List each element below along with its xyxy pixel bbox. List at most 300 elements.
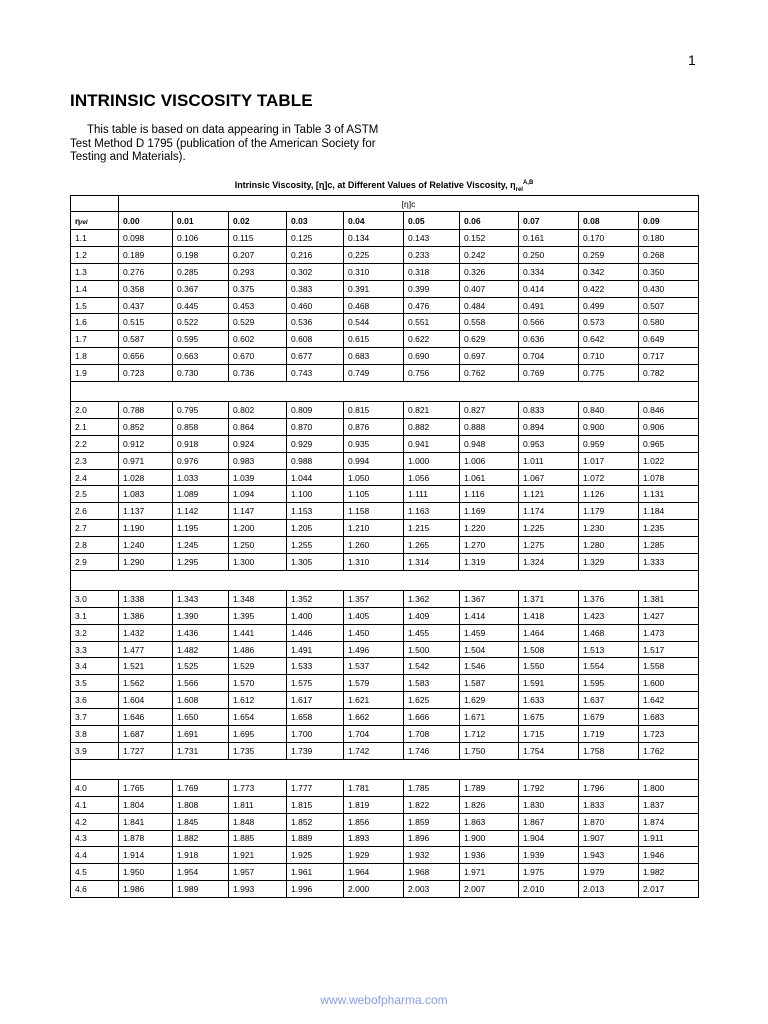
eta-rel-value: 1.2 bbox=[71, 246, 119, 263]
viscosity-value: 0.723 bbox=[119, 365, 173, 382]
viscosity-value: 1.932 bbox=[404, 847, 460, 864]
viscosity-value: 1.067 bbox=[519, 469, 579, 486]
viscosity-value: 0.573 bbox=[579, 314, 639, 331]
table-row bbox=[71, 246, 699, 263]
viscosity-value: 1.482 bbox=[173, 641, 229, 658]
viscosity-value: 1.314 bbox=[404, 554, 460, 571]
column-header: 0.08 bbox=[579, 212, 639, 230]
eta-rel-value: 3.0 bbox=[71, 590, 119, 607]
viscosity-value: 1.964 bbox=[344, 864, 404, 881]
viscosity-value: 0.358 bbox=[119, 280, 173, 297]
viscosity-value: 0.864 bbox=[229, 418, 287, 435]
viscosity-value: 1.295 bbox=[173, 554, 229, 571]
viscosity-value: 1.800 bbox=[639, 779, 699, 796]
viscosity-value: 1.739 bbox=[287, 742, 344, 759]
viscosity-value: 1.946 bbox=[639, 847, 699, 864]
viscosity-value: 1.712 bbox=[460, 726, 519, 743]
viscosity-value: 1.830 bbox=[519, 796, 579, 813]
table-row bbox=[71, 537, 699, 554]
viscosity-value: 1.477 bbox=[119, 641, 173, 658]
viscosity-value: 1.566 bbox=[173, 675, 229, 692]
page-number: 1 bbox=[688, 52, 696, 68]
viscosity-value: 0.953 bbox=[519, 435, 579, 452]
viscosity-value: 1.205 bbox=[287, 520, 344, 537]
viscosity-value: 0.334 bbox=[519, 263, 579, 280]
viscosity-value: 1.126 bbox=[579, 486, 639, 503]
viscosity-value: 0.730 bbox=[173, 365, 229, 382]
viscosity-value: 0.782 bbox=[639, 365, 699, 382]
table-row bbox=[71, 692, 699, 709]
viscosity-value: 1.826 bbox=[460, 796, 519, 813]
viscosity-value: 0.484 bbox=[460, 297, 519, 314]
table-row bbox=[71, 658, 699, 675]
viscosity-value: 1.604 bbox=[119, 692, 173, 709]
viscosity-value: 1.979 bbox=[579, 864, 639, 881]
viscosity-value: 1.621 bbox=[344, 692, 404, 709]
viscosity-value: 1.808 bbox=[173, 796, 229, 813]
viscosity-value: 1.562 bbox=[119, 675, 173, 692]
viscosity-value: 0.882 bbox=[404, 418, 460, 435]
eta-rel-subscript: rel bbox=[80, 219, 88, 226]
viscosity-value: 1.558 bbox=[639, 658, 699, 675]
viscosity-value: 1.011 bbox=[519, 452, 579, 469]
eta-rel-value: 1.7 bbox=[71, 331, 119, 348]
viscosity-value: 0.250 bbox=[519, 246, 579, 263]
viscosity-value: 0.293 bbox=[229, 263, 287, 280]
viscosity-value: 1.679 bbox=[579, 709, 639, 726]
viscosity-value: 1.376 bbox=[579, 590, 639, 607]
table-row bbox=[71, 452, 699, 469]
viscosity-value: 1.746 bbox=[404, 742, 460, 759]
viscosity-value: 0.965 bbox=[639, 435, 699, 452]
viscosity-value: 0.507 bbox=[639, 297, 699, 314]
table-caption-subscript: rel bbox=[515, 186, 523, 193]
intrinsic-viscosity-span-header: [η]c bbox=[119, 196, 699, 212]
viscosity-value: 0.491 bbox=[519, 297, 579, 314]
viscosity-value: 1.169 bbox=[460, 503, 519, 520]
viscosity-value: 0.629 bbox=[460, 331, 519, 348]
table-group-separator bbox=[71, 570, 699, 590]
viscosity-value: 1.455 bbox=[404, 624, 460, 641]
viscosity-value: 0.566 bbox=[519, 314, 579, 331]
viscosity-value: 0.622 bbox=[404, 331, 460, 348]
viscosity-value: 2.000 bbox=[344, 881, 404, 898]
viscosity-value: 1.646 bbox=[119, 709, 173, 726]
viscosity-value: 1.275 bbox=[519, 537, 579, 554]
viscosity-value: 1.870 bbox=[579, 813, 639, 830]
table-row bbox=[71, 590, 699, 607]
column-header: 0.09 bbox=[639, 212, 699, 230]
viscosity-value: 1.200 bbox=[229, 520, 287, 537]
viscosity-value: 1.957 bbox=[229, 864, 287, 881]
viscosity-value: 0.161 bbox=[519, 230, 579, 247]
eta-rel-value: 3.9 bbox=[71, 742, 119, 759]
viscosity-value: 1.654 bbox=[229, 709, 287, 726]
viscosity-value: 1.612 bbox=[229, 692, 287, 709]
viscosity-value: 1.785 bbox=[404, 779, 460, 796]
viscosity-value: 1.260 bbox=[344, 537, 404, 554]
footer-website-link[interactable]: www.webofpharma.com bbox=[320, 993, 448, 1007]
viscosity-value: 1.174 bbox=[519, 503, 579, 520]
viscosity-value: 0.683 bbox=[344, 348, 404, 365]
viscosity-value: 1.225 bbox=[519, 520, 579, 537]
viscosity-value: 0.736 bbox=[229, 365, 287, 382]
viscosity-value: 1.147 bbox=[229, 503, 287, 520]
viscosity-value: 1.137 bbox=[119, 503, 173, 520]
viscosity-value: 0.445 bbox=[173, 297, 229, 314]
viscosity-value: 1.409 bbox=[404, 607, 460, 624]
viscosity-value: 0.948 bbox=[460, 435, 519, 452]
viscosity-value: 1.491 bbox=[287, 641, 344, 658]
viscosity-value: 1.078 bbox=[639, 469, 699, 486]
viscosity-value: 0.959 bbox=[579, 435, 639, 452]
eta-rel-value: 3.1 bbox=[71, 607, 119, 624]
viscosity-value: 1.142 bbox=[173, 503, 229, 520]
viscosity-value: 1.184 bbox=[639, 503, 699, 520]
viscosity-value: 1.939 bbox=[519, 847, 579, 864]
viscosity-value: 1.235 bbox=[639, 520, 699, 537]
viscosity-value: 0.134 bbox=[344, 230, 404, 247]
viscosity-value: 1.666 bbox=[404, 709, 460, 726]
table-row bbox=[71, 847, 699, 864]
viscosity-value: 0.522 bbox=[173, 314, 229, 331]
viscosity-value: 0.318 bbox=[404, 263, 460, 280]
empty-separator-cell bbox=[71, 570, 699, 590]
eta-rel-value: 3.2 bbox=[71, 624, 119, 641]
viscosity-value: 1.637 bbox=[579, 692, 639, 709]
viscosity-value: 0.846 bbox=[639, 402, 699, 419]
viscosity-value: 1.352 bbox=[287, 590, 344, 607]
viscosity-value: 1.811 bbox=[229, 796, 287, 813]
viscosity-value: 1.735 bbox=[229, 742, 287, 759]
table-row bbox=[71, 742, 699, 759]
viscosity-value: 1.950 bbox=[119, 864, 173, 881]
viscosity-value: 0.717 bbox=[639, 348, 699, 365]
table-row bbox=[71, 864, 699, 881]
viscosity-value: 0.888 bbox=[460, 418, 519, 435]
eta-rel-value: 2.3 bbox=[71, 452, 119, 469]
viscosity-value: 0.259 bbox=[579, 246, 639, 263]
viscosity-value: 1.758 bbox=[579, 742, 639, 759]
viscosity-value: 1.039 bbox=[229, 469, 287, 486]
viscosity-value: 1.943 bbox=[579, 847, 639, 864]
table-row bbox=[71, 230, 699, 247]
table-row bbox=[71, 331, 699, 348]
viscosity-value: 1.815 bbox=[287, 796, 344, 813]
viscosity-value: 1.925 bbox=[287, 847, 344, 864]
viscosity-value: 1.542 bbox=[404, 658, 460, 675]
viscosity-value: 0.656 bbox=[119, 348, 173, 365]
table-row bbox=[71, 520, 699, 537]
eta-rel-value: 2.6 bbox=[71, 503, 119, 520]
viscosity-value: 1.867 bbox=[519, 813, 579, 830]
viscosity-value: 1.100 bbox=[287, 486, 344, 503]
viscosity-value: 1.600 bbox=[639, 675, 699, 692]
table-row bbox=[71, 881, 699, 898]
viscosity-value: 1.310 bbox=[344, 554, 404, 571]
table-column-header-row bbox=[71, 212, 699, 230]
table-row bbox=[71, 365, 699, 382]
viscosity-value: 0.414 bbox=[519, 280, 579, 297]
intro-paragraph: This table is based on data appearing in Table 3 of ASTM Test Method D 1795 (publication of the American Society for Testing and Materials). bbox=[70, 124, 379, 163]
viscosity-value: 1.662 bbox=[344, 709, 404, 726]
eta-rel-value: 4.5 bbox=[71, 864, 119, 881]
table-caption-text: Intrinsic Viscosity, [η]c, at Different Values of Relative Viscosity, η bbox=[234, 180, 516, 190]
viscosity-value: 1.986 bbox=[119, 881, 173, 898]
viscosity-value: 1.525 bbox=[173, 658, 229, 675]
table-row bbox=[71, 402, 699, 419]
empty-separator-cell bbox=[71, 759, 699, 779]
viscosity-value: 0.649 bbox=[639, 331, 699, 348]
viscosity-value: 0.769 bbox=[519, 365, 579, 382]
viscosity-value: 1.362 bbox=[404, 590, 460, 607]
viscosity-value: 0.976 bbox=[173, 452, 229, 469]
eta-rel-value: 2.7 bbox=[71, 520, 119, 537]
viscosity-value: 1.629 bbox=[460, 692, 519, 709]
viscosity-value: 1.700 bbox=[287, 726, 344, 743]
viscosity-value: 0.098 bbox=[119, 230, 173, 247]
table-row bbox=[71, 435, 699, 452]
viscosity-value: 0.536 bbox=[287, 314, 344, 331]
table-corner-cell bbox=[71, 196, 119, 212]
viscosity-value: 0.852 bbox=[119, 418, 173, 435]
viscosity-value: 0.788 bbox=[119, 402, 173, 419]
viscosity-value: 1.929 bbox=[344, 847, 404, 864]
viscosity-value: 1.280 bbox=[579, 537, 639, 554]
viscosity-value: 0.367 bbox=[173, 280, 229, 297]
viscosity-value: 1.441 bbox=[229, 624, 287, 641]
viscosity-value: 1.436 bbox=[173, 624, 229, 641]
viscosity-value: 1.633 bbox=[519, 692, 579, 709]
table-row bbox=[71, 348, 699, 365]
viscosity-value: 0.170 bbox=[579, 230, 639, 247]
viscosity-value: 1.300 bbox=[229, 554, 287, 571]
viscosity-value: 1.575 bbox=[287, 675, 344, 692]
table-row bbox=[71, 314, 699, 331]
viscosity-value: 1.044 bbox=[287, 469, 344, 486]
table-group-separator bbox=[71, 382, 699, 402]
viscosity-value: 1.017 bbox=[579, 452, 639, 469]
viscosity-value: 1.022 bbox=[639, 452, 699, 469]
viscosity-value: 1.789 bbox=[460, 779, 519, 796]
viscosity-value: 1.792 bbox=[519, 779, 579, 796]
eta-rel-value: 4.0 bbox=[71, 779, 119, 796]
viscosity-value: 1.056 bbox=[404, 469, 460, 486]
eta-rel-value: 4.2 bbox=[71, 813, 119, 830]
viscosity-value: 1.083 bbox=[119, 486, 173, 503]
table-row bbox=[71, 418, 699, 435]
eta-rel-value: 4.1 bbox=[71, 796, 119, 813]
table-row bbox=[71, 830, 699, 847]
table-row bbox=[71, 726, 699, 743]
viscosity-value: 1.723 bbox=[639, 726, 699, 743]
table-row bbox=[71, 469, 699, 486]
viscosity-value: 0.840 bbox=[579, 402, 639, 419]
viscosity-value: 0.690 bbox=[404, 348, 460, 365]
eta-rel-value: 1.3 bbox=[71, 263, 119, 280]
eta-rel-header bbox=[71, 212, 119, 230]
viscosity-value: 1.989 bbox=[173, 881, 229, 898]
viscosity-value: 1.163 bbox=[404, 503, 460, 520]
viscosity-value: 0.115 bbox=[229, 230, 287, 247]
viscosity-value: 0.906 bbox=[639, 418, 699, 435]
table-caption bbox=[70, 180, 698, 193]
viscosity-value: 1.715 bbox=[519, 726, 579, 743]
eta-rel-value: 2.0 bbox=[71, 402, 119, 419]
viscosity-value: 0.207 bbox=[229, 246, 287, 263]
viscosity-value: 0.180 bbox=[639, 230, 699, 247]
viscosity-value: 1.333 bbox=[639, 554, 699, 571]
viscosity-value: 0.663 bbox=[173, 348, 229, 365]
viscosity-value: 0.935 bbox=[344, 435, 404, 452]
viscosity-value: 1.570 bbox=[229, 675, 287, 692]
viscosity-value: 0.407 bbox=[460, 280, 519, 297]
viscosity-value: 0.858 bbox=[173, 418, 229, 435]
table-row bbox=[71, 263, 699, 280]
viscosity-value: 1.961 bbox=[287, 864, 344, 881]
table-row bbox=[71, 503, 699, 520]
table-group-separator bbox=[71, 759, 699, 779]
viscosity-value: 1.675 bbox=[519, 709, 579, 726]
column-header: 0.07 bbox=[519, 212, 579, 230]
viscosity-value: 1.642 bbox=[639, 692, 699, 709]
column-header: 0.03 bbox=[287, 212, 344, 230]
viscosity-value: 1.796 bbox=[579, 779, 639, 796]
column-header: 0.06 bbox=[460, 212, 519, 230]
viscosity-value: 1.658 bbox=[287, 709, 344, 726]
viscosity-value: 0.924 bbox=[229, 435, 287, 452]
eta-rel-value: 3.7 bbox=[71, 709, 119, 726]
viscosity-value: 0.642 bbox=[579, 331, 639, 348]
viscosity-value: 1.381 bbox=[639, 590, 699, 607]
viscosity-value: 1.390 bbox=[173, 607, 229, 624]
viscosity-table bbox=[70, 195, 699, 898]
viscosity-value: 0.285 bbox=[173, 263, 229, 280]
viscosity-value: 0.189 bbox=[119, 246, 173, 263]
viscosity-value: 1.921 bbox=[229, 847, 287, 864]
table-row bbox=[71, 796, 699, 813]
viscosity-value: 2.013 bbox=[579, 881, 639, 898]
viscosity-value: 1.329 bbox=[579, 554, 639, 571]
viscosity-value: 1.954 bbox=[173, 864, 229, 881]
table-row bbox=[71, 280, 699, 297]
table-row bbox=[71, 641, 699, 658]
viscosity-value: 0.710 bbox=[579, 348, 639, 365]
viscosity-value: 1.719 bbox=[579, 726, 639, 743]
viscosity-value: 1.769 bbox=[173, 779, 229, 796]
viscosity-value: 0.551 bbox=[404, 314, 460, 331]
viscosity-value: 0.152 bbox=[460, 230, 519, 247]
viscosity-value: 0.468 bbox=[344, 297, 404, 314]
viscosity-value: 1.996 bbox=[287, 881, 344, 898]
eta-rel-value: 2.9 bbox=[71, 554, 119, 571]
viscosity-value: 0.225 bbox=[344, 246, 404, 263]
viscosity-value: 1.459 bbox=[460, 624, 519, 641]
viscosity-value: 1.500 bbox=[404, 641, 460, 658]
viscosity-value: 1.650 bbox=[173, 709, 229, 726]
viscosity-value: 1.804 bbox=[119, 796, 173, 813]
viscosity-value: 1.405 bbox=[344, 607, 404, 624]
viscosity-value: 0.422 bbox=[579, 280, 639, 297]
viscosity-value: 0.302 bbox=[287, 263, 344, 280]
viscosity-value: 0.558 bbox=[460, 314, 519, 331]
viscosity-value: 1.513 bbox=[579, 641, 639, 658]
viscosity-value: 1.386 bbox=[119, 607, 173, 624]
eta-rel-value: 1.6 bbox=[71, 314, 119, 331]
viscosity-value: 1.116 bbox=[460, 486, 519, 503]
viscosity-value: 1.215 bbox=[404, 520, 460, 537]
eta-rel-value: 3.6 bbox=[71, 692, 119, 709]
viscosity-value: 1.907 bbox=[579, 830, 639, 847]
viscosity-value: 1.153 bbox=[287, 503, 344, 520]
viscosity-value: 1.050 bbox=[344, 469, 404, 486]
viscosity-value: 1.290 bbox=[119, 554, 173, 571]
viscosity-value: 0.704 bbox=[519, 348, 579, 365]
viscosity-value: 1.936 bbox=[460, 847, 519, 864]
viscosity-value: 0.833 bbox=[519, 402, 579, 419]
viscosity-value: 1.089 bbox=[173, 486, 229, 503]
viscosity-value: 1.837 bbox=[639, 796, 699, 813]
viscosity-value: 1.533 bbox=[287, 658, 344, 675]
viscosity-value: 1.904 bbox=[519, 830, 579, 847]
viscosity-value: 1.190 bbox=[119, 520, 173, 537]
viscosity-value: 1.671 bbox=[460, 709, 519, 726]
viscosity-value: 0.762 bbox=[460, 365, 519, 382]
table-row bbox=[71, 486, 699, 503]
viscosity-value: 1.111 bbox=[404, 486, 460, 503]
viscosity-value: 1.319 bbox=[460, 554, 519, 571]
viscosity-value: 1.687 bbox=[119, 726, 173, 743]
viscosity-value: 0.827 bbox=[460, 402, 519, 419]
viscosity-value: 0.310 bbox=[344, 263, 404, 280]
viscosity-value: 1.418 bbox=[519, 607, 579, 624]
viscosity-value: 1.395 bbox=[229, 607, 287, 624]
viscosity-value: 0.268 bbox=[639, 246, 699, 263]
viscosity-value: 0.756 bbox=[404, 365, 460, 382]
viscosity-value: 0.430 bbox=[639, 280, 699, 297]
table-caption-superscript: A,B bbox=[522, 180, 534, 186]
viscosity-value: 1.158 bbox=[344, 503, 404, 520]
viscosity-value: 1.583 bbox=[404, 675, 460, 692]
eta-rel-value: 1.1 bbox=[71, 230, 119, 247]
viscosity-value: 1.245 bbox=[173, 537, 229, 554]
table-row bbox=[71, 709, 699, 726]
viscosity-value: 1.595 bbox=[579, 675, 639, 692]
viscosity-value: 0.342 bbox=[579, 263, 639, 280]
viscosity-value: 1.848 bbox=[229, 813, 287, 830]
viscosity-value: 0.453 bbox=[229, 297, 287, 314]
viscosity-value: 1.195 bbox=[173, 520, 229, 537]
viscosity-value: 0.595 bbox=[173, 331, 229, 348]
viscosity-value: 1.250 bbox=[229, 537, 287, 554]
viscosity-value: 1.270 bbox=[460, 537, 519, 554]
viscosity-value: 1.822 bbox=[404, 796, 460, 813]
viscosity-value: 0.375 bbox=[229, 280, 287, 297]
eta-rel-value: 2.5 bbox=[71, 486, 119, 503]
viscosity-value: 0.587 bbox=[119, 331, 173, 348]
viscosity-value: 1.496 bbox=[344, 641, 404, 658]
viscosity-value: 2.010 bbox=[519, 881, 579, 898]
viscosity-value: 0.929 bbox=[287, 435, 344, 452]
viscosity-value: 1.230 bbox=[579, 520, 639, 537]
viscosity-value: 1.094 bbox=[229, 486, 287, 503]
viscosity-value: 1.975 bbox=[519, 864, 579, 881]
viscosity-value: 1.762 bbox=[639, 742, 699, 759]
viscosity-value: 0.125 bbox=[287, 230, 344, 247]
viscosity-value: 1.446 bbox=[287, 624, 344, 641]
page-title: INTRINSIC VISCOSITY TABLE bbox=[70, 91, 313, 110]
viscosity-value: 0.912 bbox=[119, 435, 173, 452]
